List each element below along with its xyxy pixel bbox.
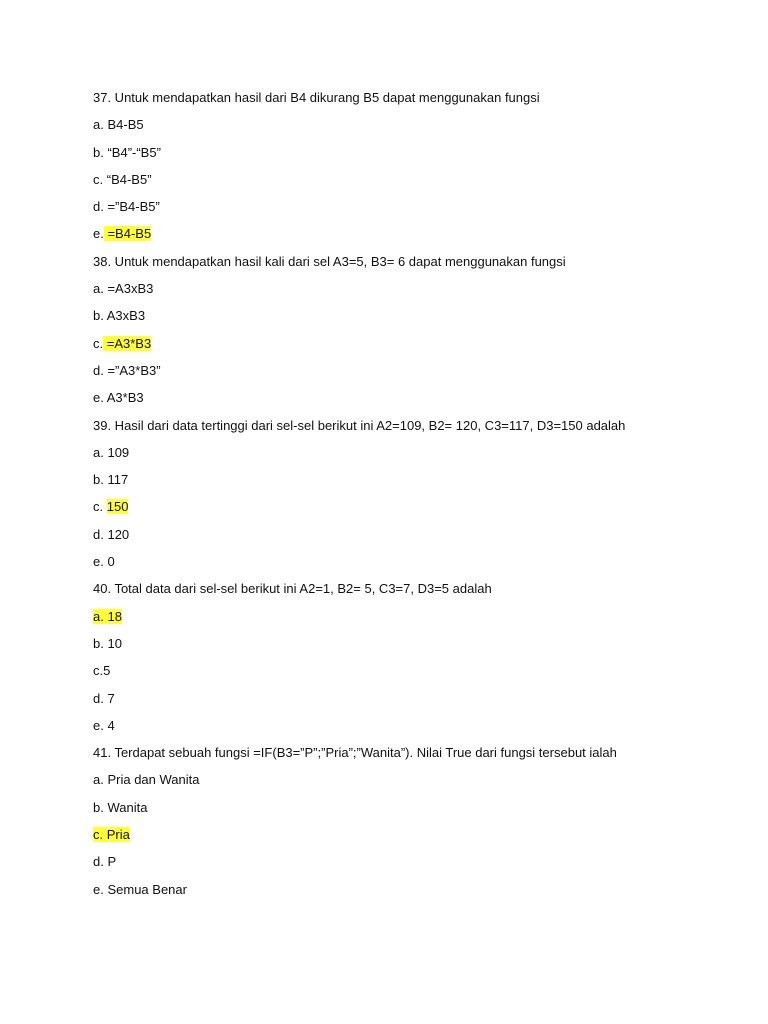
option-a (93, 766, 733, 793)
option-text: 150 (106, 499, 129, 515)
option-letter: e. (93, 554, 104, 570)
option-letter: a. (93, 444, 104, 460)
option-text: 0 (107, 554, 115, 570)
option-e (93, 548, 733, 575)
option-text: Wanita (107, 799, 148, 815)
option-letter: c. (93, 499, 104, 515)
option-a-answer (93, 603, 733, 630)
option-letter: d. (93, 690, 104, 706)
option-letter: d. (93, 854, 104, 870)
option-text: “B4”-“B5” (107, 144, 161, 160)
option-c-answer (93, 493, 733, 520)
option-letter: c. (93, 171, 104, 187)
option-text: A3xB3 (106, 308, 146, 324)
option-letter: d. (93, 199, 104, 215)
option-d (93, 685, 733, 712)
option-b (93, 630, 733, 657)
option-text: 4 (107, 717, 115, 733)
option-text: A3*B3 (106, 390, 144, 406)
option-text: 7 (107, 690, 115, 706)
option-text: =A3*B3 (106, 335, 152, 351)
option-c (93, 166, 733, 193)
option-c (93, 657, 733, 684)
answer-highlight (93, 827, 130, 842)
option-b (93, 794, 733, 821)
option-letter: b. (93, 799, 104, 815)
option-text: Pria (106, 827, 130, 843)
option-letter: a. (93, 608, 104, 624)
option-letter: c. (93, 827, 104, 843)
question-39 (93, 412, 733, 576)
option-e (93, 876, 733, 903)
option-c-answer (93, 330, 733, 357)
option-b (93, 139, 733, 166)
document-page (93, 84, 733, 903)
option-d (93, 193, 733, 220)
question-text: 38. Untuk mendapatkan hasil kali dari sel A3=5, B3= 6 dapat menggunakan fungsi (93, 253, 566, 269)
option-text: =A3xB3 (107, 281, 154, 297)
question-text: 41. Terdapat sebuah fungsi =IF(B3=”P”;”Pria”;”Wanita”). Nilai True dari fungsi tersebut ialah (93, 745, 617, 761)
option-d (93, 521, 733, 548)
option-text: P (107, 854, 117, 870)
option-text: 109 (107, 444, 130, 460)
option-d (93, 357, 733, 384)
answer-highlight (93, 609, 122, 624)
option-text: Pria dan Wanita (107, 772, 200, 788)
option-a (93, 111, 733, 138)
option-text: =”A3*B3” (107, 362, 161, 378)
option-d (93, 848, 733, 875)
option-text: 18 (107, 608, 122, 624)
question-41 (93, 739, 733, 903)
option-b (93, 466, 733, 493)
option-letter: d. (93, 526, 104, 542)
question-text: 39. Hasil dari data tertinggi dari sel-sel berikut ini A2=109, B2= 120, C3=117, D3=150 adalah (93, 417, 626, 433)
option-letter: b. (93, 472, 104, 488)
option-letter: b. (93, 308, 104, 324)
question-text: 37. Untuk mendapatkan hasil dari B4 dikurang B5 dapat menggunakan fungsi (93, 90, 540, 105)
option-letter: e. (93, 390, 104, 406)
option-c-answer (93, 821, 733, 848)
option-a (93, 275, 733, 302)
option-letter: e. (93, 717, 104, 733)
question-38 (93, 248, 733, 412)
question-40 (93, 575, 733, 739)
option-letter: b. (93, 144, 104, 160)
answer-highlight (103, 336, 151, 351)
option-text: 5 (103, 663, 111, 679)
option-e (93, 384, 733, 411)
option-letter: a. (93, 772, 104, 788)
option-letter: a. (93, 117, 104, 133)
option-text: 117 (107, 472, 129, 488)
option-a (93, 439, 733, 466)
option-letter: b. (93, 635, 104, 651)
answer-highlight (104, 226, 151, 241)
option-letter: e. (93, 226, 104, 242)
question-37 (93, 84, 733, 248)
option-e-answer (93, 220, 733, 247)
option-letter: e. (93, 881, 104, 897)
option-text: 120 (107, 526, 130, 542)
question-text: 40. Total data dari sel-sel berikut ini A2=1, B2= 5, C3=7, D3=5 adalah (93, 581, 492, 597)
option-e (93, 712, 733, 739)
option-b (93, 302, 733, 329)
option-letter: d. (93, 362, 104, 378)
option-text: “B4-B5” (106, 171, 152, 187)
option-text: =”B4-B5” (107, 199, 160, 215)
option-text: 10 (107, 635, 122, 651)
option-letter: c. (93, 335, 104, 351)
option-letter: c. (93, 663, 104, 679)
option-text: B4-B5 (107, 117, 144, 133)
option-text: =B4-B5 (107, 226, 152, 242)
option-letter: a. (93, 281, 104, 297)
option-text: Semua Benar (107, 881, 187, 897)
answer-highlight (107, 499, 129, 514)
